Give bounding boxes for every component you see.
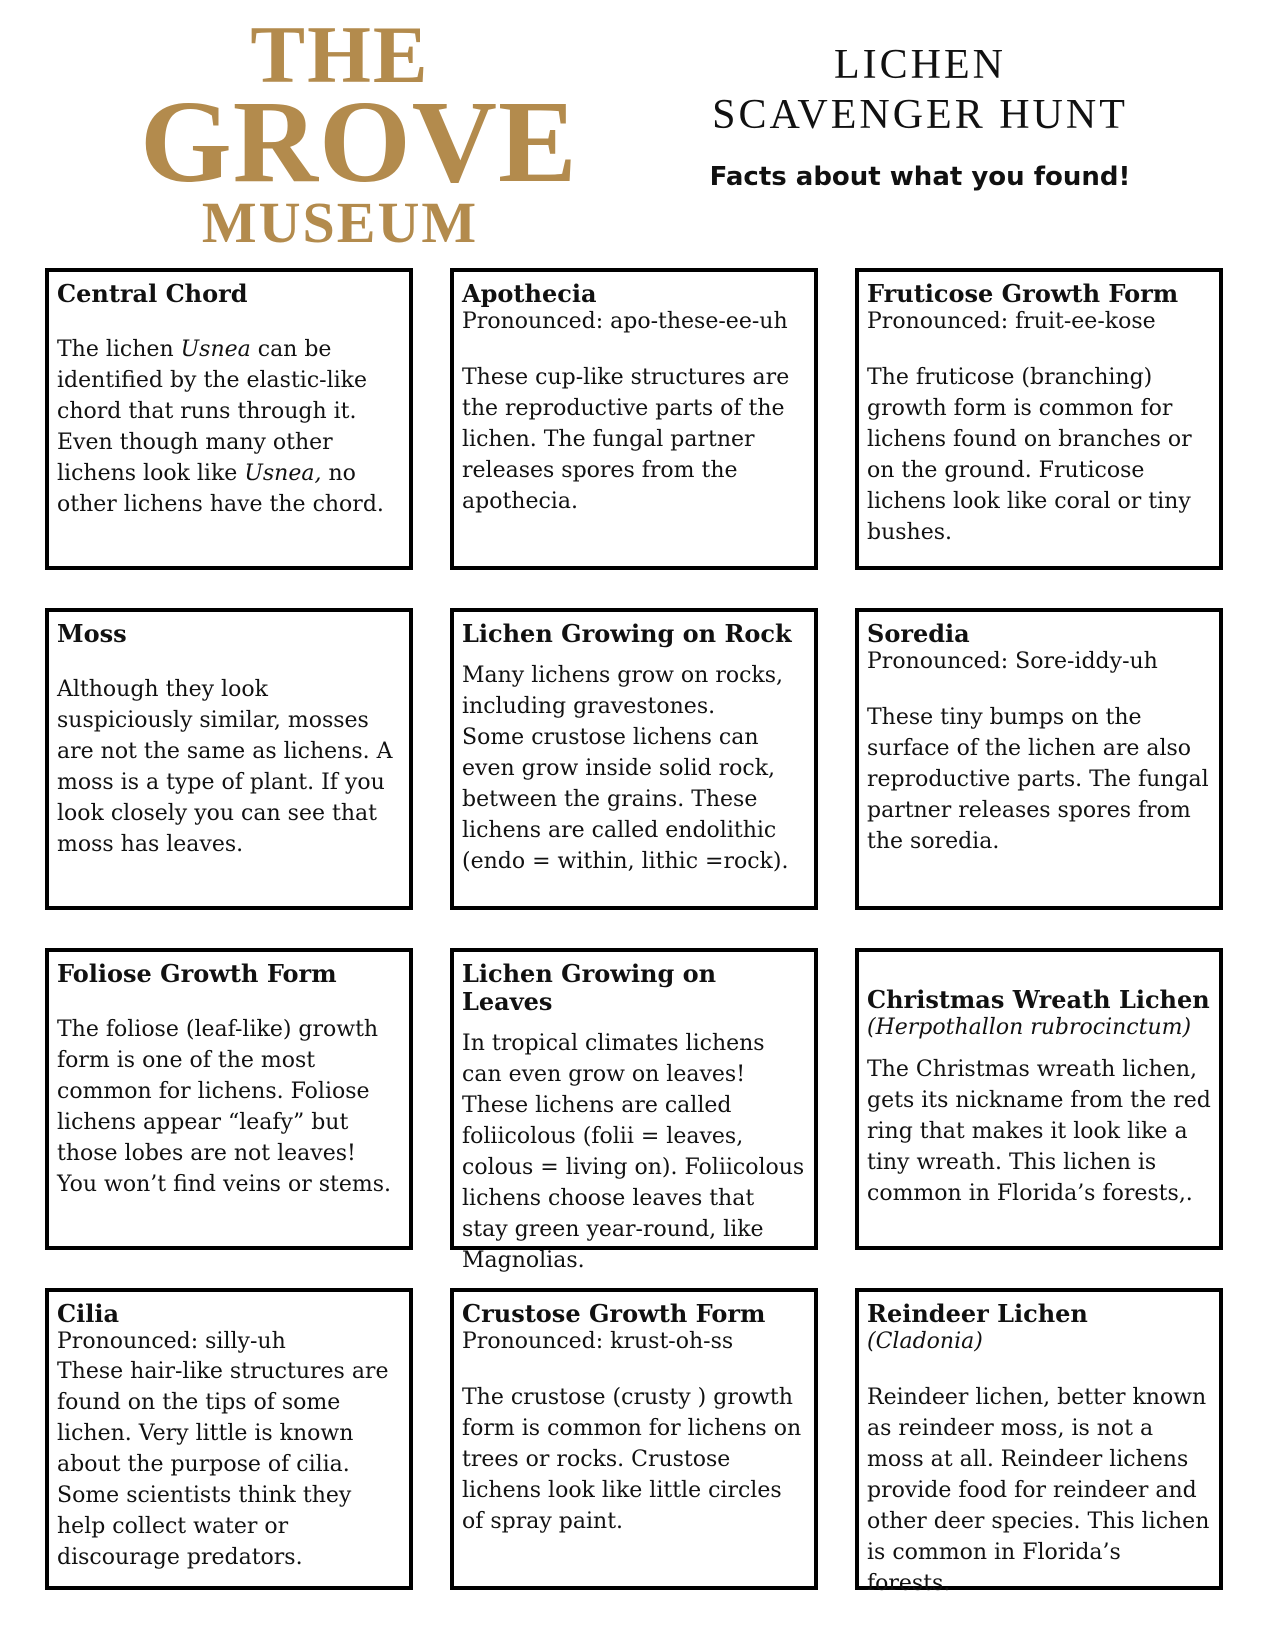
card-title: Cilia [57, 1299, 120, 1328]
card-title: Apothecia [462, 279, 597, 308]
page-subtitle: Facts about what you found! [709, 162, 1131, 192]
card-lichen-on-leaves [450, 948, 818, 1273]
card-body: Reindeer lichen, better known as reindeer moss, is not a moss at all. Reindeer lichens provide food for reindeer and other deer species. This lichen is common in Florida’s forests. [867, 1385, 1210, 1596]
grove-museum-logo [140, 9, 578, 255]
card-body: Some crustose lichens can even grow inside solid rock, between the grains. These lichens are called endolithic (endo = within, lithic =rock). [462, 725, 789, 874]
card-title: Reindeer Lichen [867, 1299, 1088, 1328]
card-body: Many lichens grow on rocks, including gravestones. [462, 663, 784, 719]
card-body: These tiny bumps on the surface of the lichen are also reproductive parts. The fungal partner releases spores from the soredia. [867, 705, 1209, 854]
card-title: Fruticose Growth Form [867, 279, 1179, 308]
card-body-text: The lichen [57, 337, 181, 362]
card-title: Soredia [867, 619, 970, 648]
card-cilia [45, 1288, 413, 1590]
card-central-chord [45, 268, 413, 570]
logo-grove: GROVE [140, 76, 578, 207]
card-body [57, 334, 401, 520]
page-title-line2: SCAVENGER HUNT [712, 92, 1128, 138]
card-pronunciation: Pronounced: Sore-iddy-uh [867, 649, 1158, 674]
card-title: Moss [57, 619, 127, 648]
card-scientific-name: (Herpothallon rubrocinctum) [867, 1015, 1192, 1040]
card-body: These cup-like structures are the reproductive parts of the lichen. The fungal partner releases spores from the apothecia. [462, 365, 790, 514]
card-moss [45, 608, 413, 910]
page-header [660, 40, 1180, 192]
card-body: The Christmas wreath lichen, gets its nickname from the red ring that makes it look like a tiny wreath. This lichen is common in Florida’s forests,. [867, 1057, 1211, 1206]
card-title: Central Chord [57, 279, 248, 308]
card-apothecia [450, 268, 818, 570]
card-title: Lichen Growing on Leaves [462, 959, 717, 1016]
card-crustose [450, 1288, 818, 1590]
card-scientific-name: (Cladonia) [867, 1329, 983, 1354]
card-title: Christmas Wreath Lichen [867, 985, 1210, 1014]
card-body: The crustose (crusty ) growth form is common for lichens on trees or rocks. Crustose lichens look like little circles of spray paint. [462, 1385, 802, 1534]
card-body: These hair-like structures are found on the tips of some lichen. Very little is known about the purpose of cilia. Some scientists think they help collect water or discourage predators. [57, 1359, 389, 1570]
card-pronunciation: Pronounced: apo-these-ee-uh [462, 309, 788, 334]
logo-museum: MUSEUM [201, 190, 479, 255]
card-lichen-on-rock [450, 608, 818, 910]
card-foliose [45, 948, 413, 1250]
card-body: In tropical climates lichens can even grow on leaves! These lichens are called foliicolous (folii = leaves, colous = living on). Foliicolous lichens choose leaves that stay green year-round, like Magnolias. [462, 1031, 805, 1273]
card-body: The fruticose (branching) growth form is common for lichens found on branches or on the ground. Fruticose lichens look like coral or tiny bushes. [867, 365, 1192, 545]
page-title-line1: LICHEN [834, 42, 1006, 88]
card-pronunciation: Pronounced: silly-uh [57, 1329, 286, 1354]
card-reindeer-lichen [855, 1288, 1223, 1596]
card-pronunciation: Pronounced: krust-oh-ss [462, 1329, 734, 1354]
card-christmas-wreath [855, 948, 1223, 1250]
card-soredia [855, 608, 1223, 910]
card-title: Lichen Growing on Rock [462, 619, 792, 648]
card-body: Although they look suspiciously similar, mosses are not the same as lichens. A moss is a type of plant. If you look closely you can see that moss has leaves. [57, 677, 393, 857]
card-pronunciation: Pronounced: fruit-ee-kose [867, 309, 1156, 334]
card-body-text: no other lichens have the chord. [57, 461, 384, 517]
card-fruticose [855, 268, 1223, 570]
card-body-italic: Usnea [180, 337, 251, 362]
card-body-italic: Usnea, [244, 461, 322, 486]
card-body-text: can be identified by the elastic-like chord that runs through it. Even though many other lichens look like [57, 337, 367, 486]
card-title: Crustose Growth Form [462, 1299, 766, 1328]
card-title: Foliose Growth Form [57, 959, 337, 988]
fact-card-grid [45, 268, 1223, 1596]
logo-the: THE [250, 9, 430, 100]
card-body: The foliose (leaf-like) growth form is one of the most common for lichens. Foliose lichens appear “leafy” but those lobes are not leaves! You won’t find veins or stems. [57, 1017, 391, 1197]
